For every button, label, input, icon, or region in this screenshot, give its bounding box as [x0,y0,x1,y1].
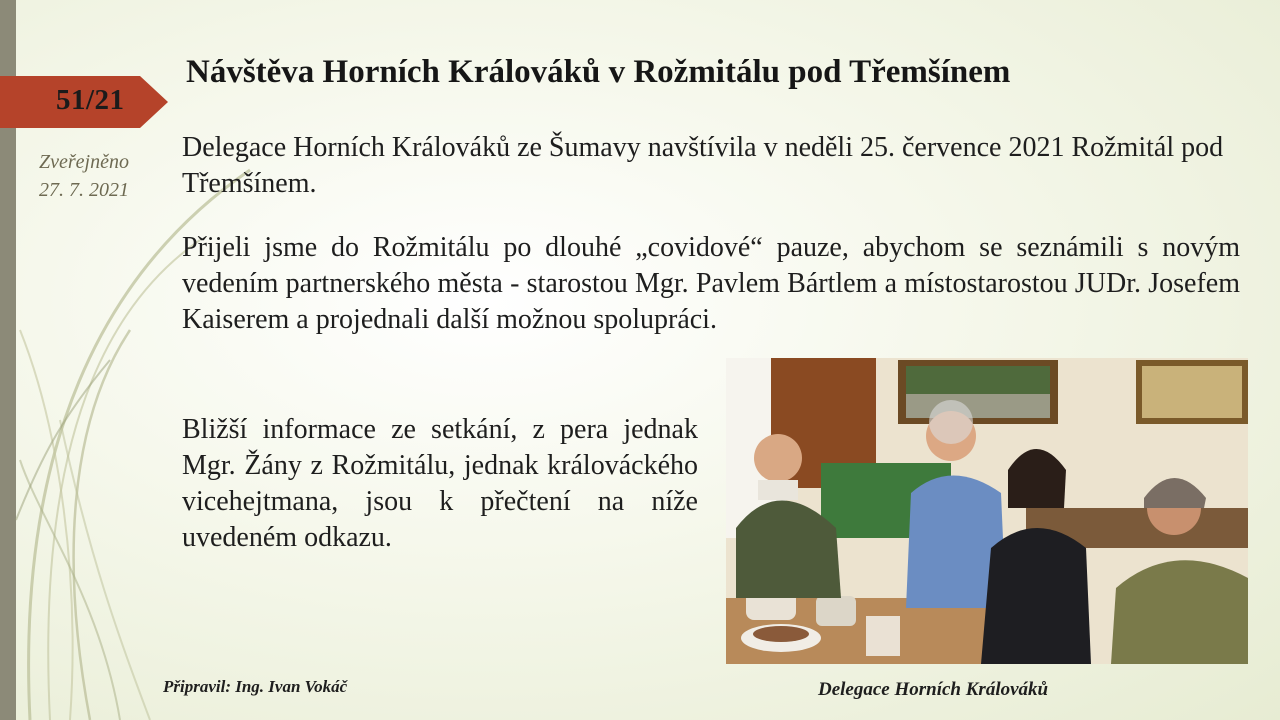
published-date: 27. 7. 2021 [39,179,129,201]
paragraph-more-info: Bližší informace ze setkání, z pera jednak Mgr. Žány z Rožmitálu, jednak králováckého vicehejtmana, jsou k přečtení na níže uvedeném odkazu. [182,414,698,553]
photo-caption: Delegace Horních Králováků [818,679,1049,700]
slide-number-badge [0,76,168,128]
slide-title: Návštěva Horních Králováků v Rožmitálu pod Třemšínem [186,54,1011,90]
paragraph-visit: Přijeli jsme do Rožmitálu po dlouhé „covidové“ pauze, abychom se seznámili s novým vedením partnerského města - starostou Mgr. Pavlem Bártlem a místostarostou JUDr. Josefem Kaiserem a projednali další možnou spolupráci. [182,232,1240,335]
author-credit: Připravil: Ing. Ivan Vokáč [163,677,348,696]
delegation-photo [726,358,1248,664]
published-label: Zveřejněno [39,151,129,173]
slide-number: 51/21 [56,84,125,116]
paragraph-intro: Delegace Horních Králováků ze Šumavy navštívila v neděli 25. července 2021 Rožmitál pod Třemšínem. [182,132,1224,199]
published-info [16,148,152,204]
